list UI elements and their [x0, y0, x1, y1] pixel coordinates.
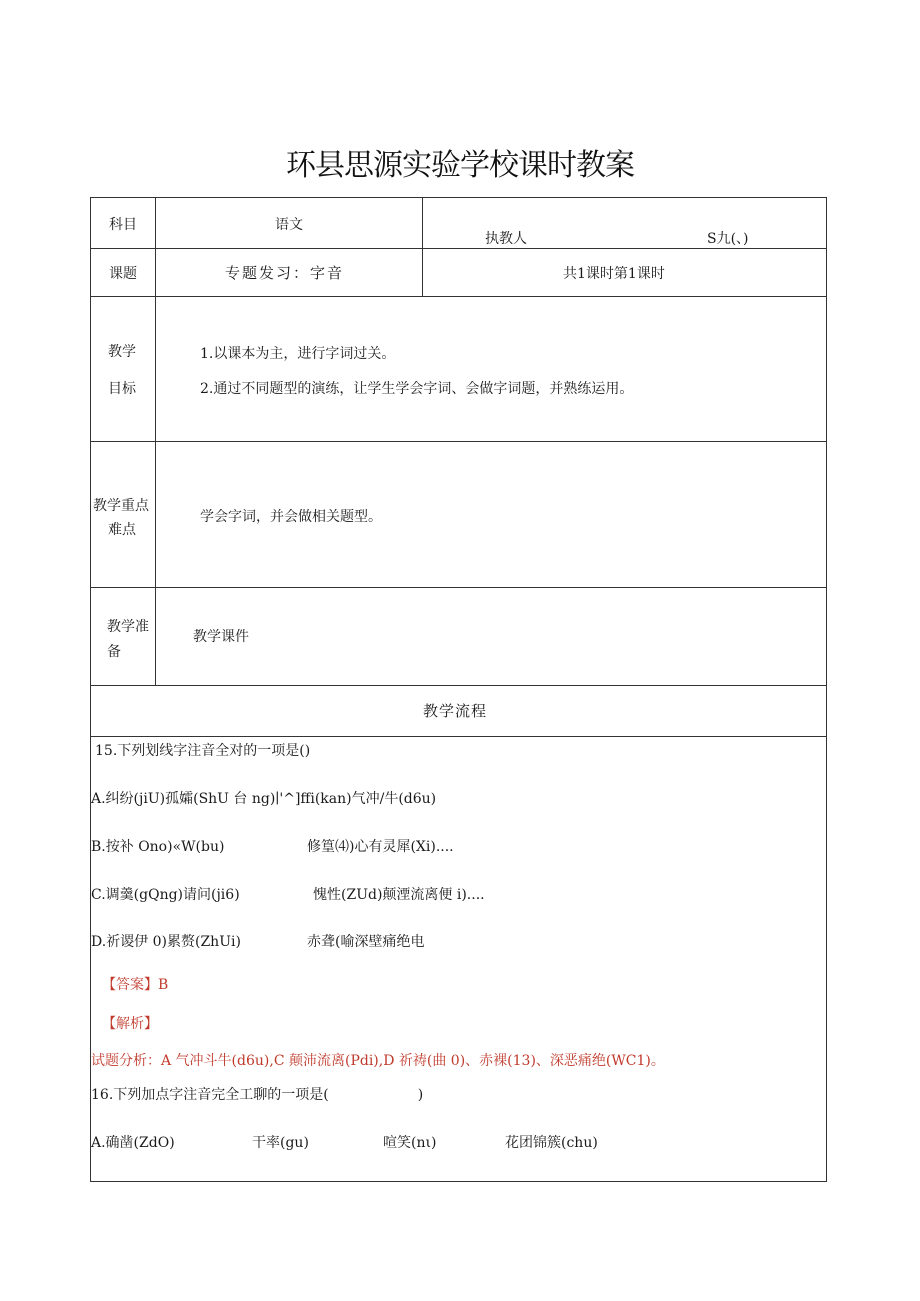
key-points-label: 教学重点: [93, 498, 149, 514]
subject-value: 语文: [275, 217, 303, 233]
q15-analysis-label: 【解析】: [102, 1016, 158, 1032]
column-divider: [422, 197, 423, 297]
q15-option-a: A.纠纷(jiU)孤孀(ShU 台 ng)∣'^]ffi(kan)气冲/牛(d6u): [91, 791, 437, 807]
topic-label: 课题: [109, 266, 137, 282]
goals-label: 教学: [108, 344, 136, 360]
q16-option-a-2: 干率(gu): [252, 1135, 309, 1151]
goal-item: 2.通过不同题型的演练，让学生学会字词、会做字词题，并熟练运用。: [200, 381, 634, 397]
teacher-label: 执教人: [485, 231, 527, 247]
q15-option-d: D.祈谡伊 0)累赘(ZhUi): [91, 934, 241, 950]
row-divider: [90, 248, 827, 249]
key-points-label: 难点: [108, 522, 136, 538]
row-divider: [90, 441, 827, 442]
teacher-value: S九(、): [707, 231, 749, 247]
preparation-label: 教学准: [107, 619, 149, 635]
goal-item: 1.以课本为主，进行字词过关。: [200, 346, 396, 362]
page-title: 环县思源实验学校课时教案: [286, 148, 634, 183]
q15-option-c: C.调羹(gQng)请问(ji6): [91, 887, 240, 903]
preparation-content: 教学课件: [193, 629, 249, 645]
q15-option-b-cont: 修篁⑷)心有灵犀(Xi)....: [307, 839, 454, 855]
q16-option-a-4: 花团锦簇(chu): [505, 1135, 598, 1151]
q15-option-c-cont: 愧性(ZUd)颠湮流离便 i)....: [313, 887, 485, 903]
q16-option-a-3: 喧笑(nι): [383, 1135, 437, 1151]
subject-label: 科目: [109, 217, 137, 233]
preparation-label: 备: [107, 644, 121, 660]
q16-option-a-1: A.确凿(ZdO): [91, 1135, 175, 1151]
row-divider: [90, 685, 827, 686]
question-15-stem: 15.下列划线字注音全对的一项是(): [95, 743, 311, 759]
column-divider: [155, 197, 156, 686]
q15-option-b: B.按补 Ono)«W(bu): [91, 839, 225, 855]
question-16-stem: 16.下列加点字注音完全工聊的一项是( ): [91, 1087, 424, 1103]
process-heading: 教学流程: [423, 702, 488, 720]
goals-label: 目标: [108, 381, 136, 397]
q15-answer: 【答案】B: [102, 977, 169, 993]
q15-option-d-cont: 赤聋(喻深壁痛绝电: [307, 934, 425, 950]
period-value: 共1课时第1课时: [563, 266, 665, 282]
key-points-content: 学会字词，并会做相关题型。: [200, 509, 382, 525]
topic-value: 专题发习：字音: [225, 264, 345, 282]
row-divider: [90, 296, 827, 297]
row-divider: [90, 736, 827, 737]
q15-analysis: 试题分析：A 气冲斗牛(d6u),C 颠沛流离(Pdi),D 祈祷(曲 0)、赤裸(13)、深恶痛绝(WC1)。: [91, 1053, 665, 1069]
row-divider: [90, 587, 827, 588]
